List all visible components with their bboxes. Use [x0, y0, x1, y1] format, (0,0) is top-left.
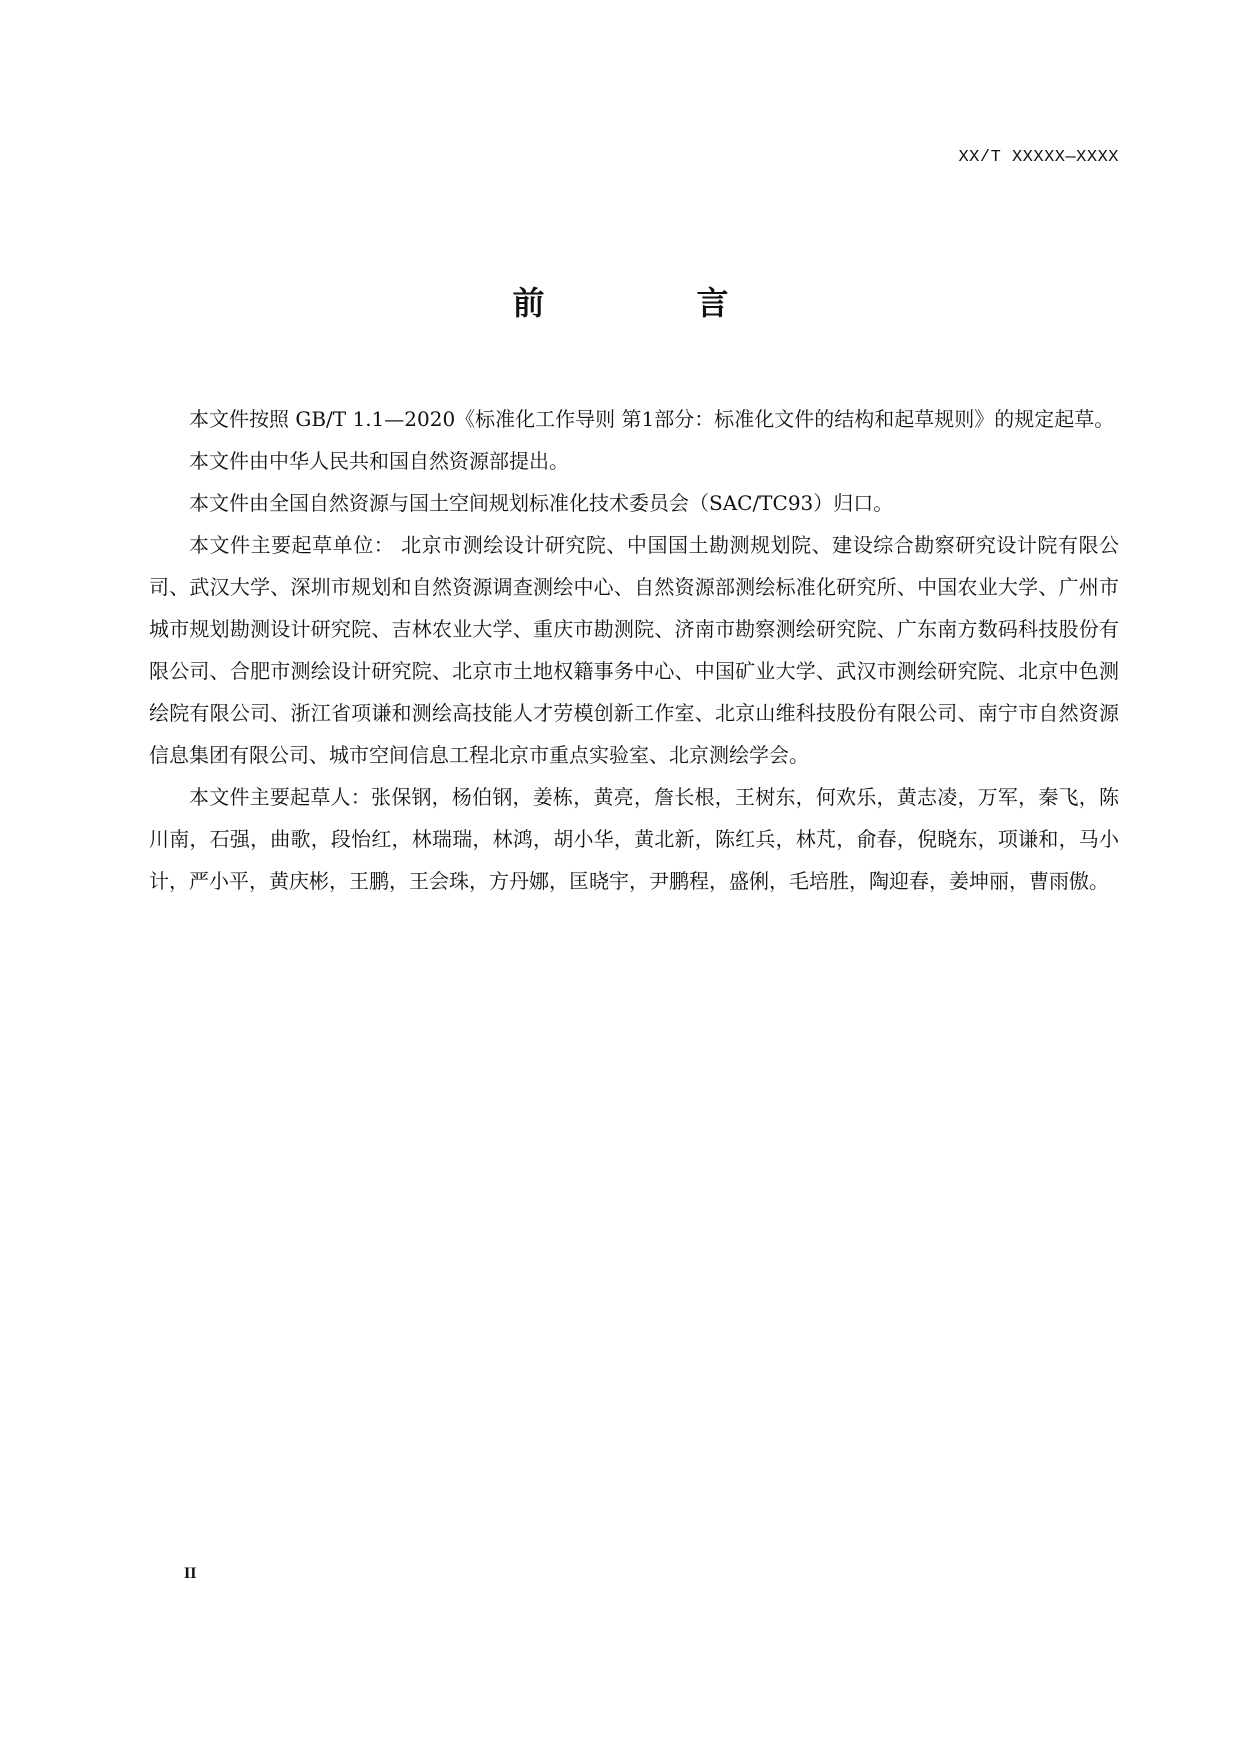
- page-number: II: [184, 1565, 197, 1582]
- paragraph-drafters: 本文件主要起草人：张保钢，杨伯钢，姜栋，黄亮，詹长根，王树东，何欢乐，黄志凌，万军，秦飞，陈川南，石强，曲歌，段怡红，林瑞瑞，林鸿，胡小华，黄北新，陈红兵，林芃，俞春，倪晓东，项谦和，马小计，严小平，黄庆彬，王鹏，王会珠，方丹娜，匡晓宇，尹鹏程，盛俐，毛培胜，陶迎春，姜坤丽，曹雨傲。: [149, 785, 1119, 893]
- page-title: 前 言: [512, 284, 789, 322]
- paragraph-proposer: 本文件由中华人民共和国自然资源部提出。: [189, 449, 569, 473]
- paragraph-committee: 本文件由全国自然资源与国土空间规划标准化技术委员会（SAC/TC93）归口。: [189, 491, 894, 515]
- paragraph-drafting-units: 本文件主要起草单位： 北京市测绘设计研究院、中国国土勘测规划院、建设综合勘察研究设计院有限公司、武汉大学、深圳市规划和自然资源调查测绘中心、自然资源部测绘标准化研究所、中国农业大学、广州市城市规划勘测设计研究院、吉林农业大学、重庆市勘测院、济南市勘察测绘研究院、广东南方数码科技股份有限公司、合肥市测绘设计研究院、北京市土地权籍事务中心、中国矿业大学、武汉市测绘研究院、北京中色测绘院有限公司、浙江省项谦和测绘高技能人才劳模创新工作室、北京山维科技股份有限公司、南宁市自然资源信息集团有限公司、城市空间信息工程北京市重点实验室、北京测绘学会。: [149, 533, 1119, 767]
- standard-code: XX/T XXXXX—XXXX: [958, 148, 1119, 167]
- document-body: [149, 398, 1119, 902]
- paragraph-drafting-rules: 本文件按照 GB/T 1.1—2020《标准化工作导则 第1部分：标准化文件的结构和起草规则》的规定起草。: [189, 407, 1115, 431]
